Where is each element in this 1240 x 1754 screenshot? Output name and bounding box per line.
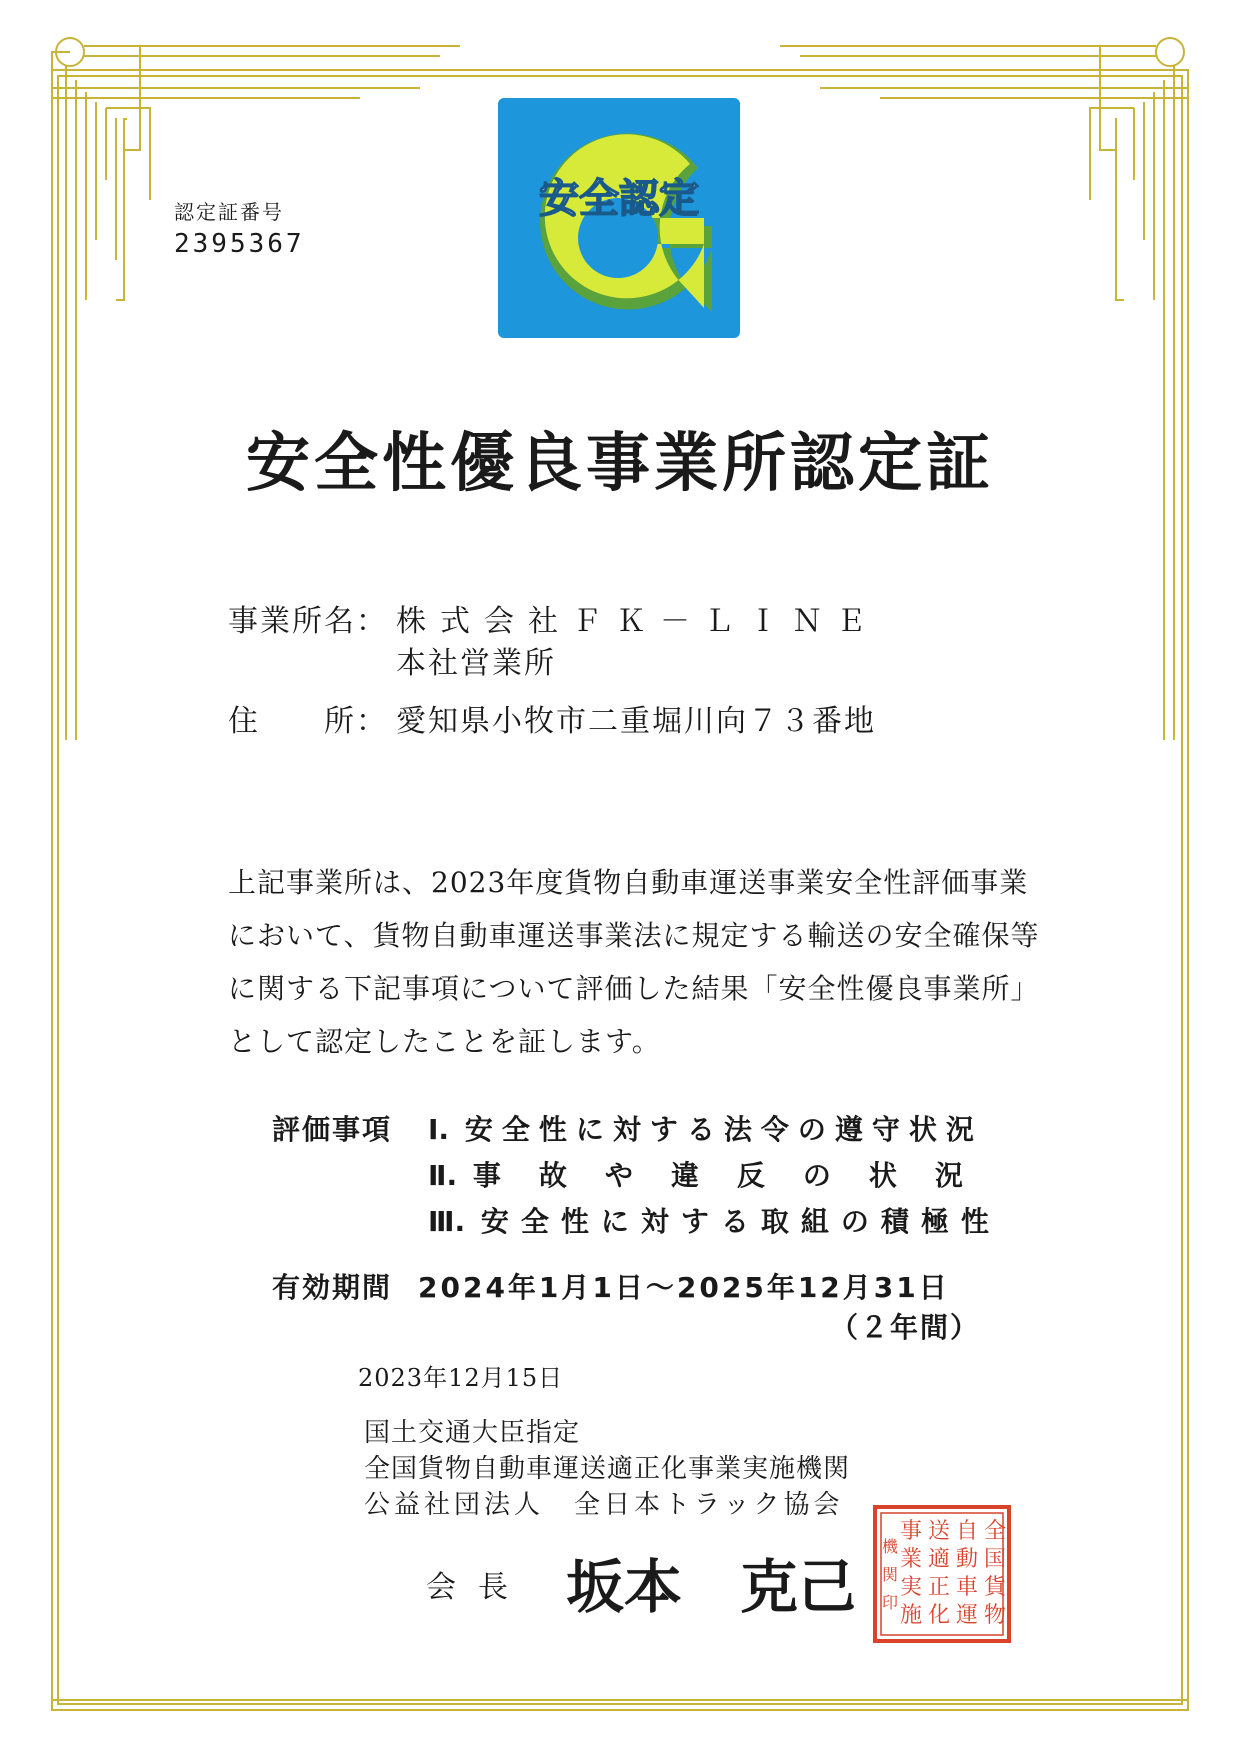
logo-text: 安全認定 — [539, 176, 699, 222]
signatory-name: 坂本 克己 — [566, 1553, 857, 1621]
evaluation-item-number: Ⅰ. — [428, 1113, 450, 1146]
address-label: 住 所： — [228, 704, 388, 739]
svg-text:実: 実 — [900, 1575, 923, 1600]
certificate-number-value: 2395367 — [174, 229, 305, 259]
svg-text:印: 印 — [882, 1593, 899, 1612]
certificate-number-label: 認定証番号 — [174, 200, 284, 224]
svg-text:適: 適 — [928, 1547, 951, 1572]
evaluation-item-text: 安全性に対する取組の積極性 — [480, 1205, 1001, 1238]
svg-text:送: 送 — [928, 1519, 951, 1544]
g-mark-icon — [498, 98, 740, 338]
evaluation-item-text: 安全性に対する法令の遵守状況 — [464, 1113, 983, 1146]
signatory-title: 会長 — [426, 1570, 530, 1605]
svg-text:関: 関 — [882, 1565, 899, 1584]
evaluation-item-number: Ⅲ. — [428, 1205, 466, 1238]
svg-text:動: 動 — [956, 1547, 979, 1572]
validity-duration: （２年間） — [830, 1311, 981, 1344]
svg-text:貨: 貨 — [984, 1575, 1007, 1600]
seal-icon — [872, 1504, 1012, 1644]
svg-text:自: 自 — [956, 1519, 979, 1544]
svg-text:化: 化 — [928, 1603, 951, 1628]
validity-period: 2024年1月1日～2025年12月31日 — [418, 1271, 950, 1304]
issuer-designation: 国土交通大臣指定 — [364, 1418, 581, 1448]
body-line: として認定したことを証します。 — [228, 1025, 661, 1058]
svg-text:運: 運 — [956, 1603, 979, 1628]
svg-text:全: 全 — [984, 1519, 1007, 1544]
issuer-association: 公益社団法人 全日本トラック協会 — [364, 1490, 844, 1520]
svg-text:施: 施 — [900, 1603, 923, 1628]
certificate-body — [228, 856, 1048, 1068]
svg-text:業: 業 — [900, 1547, 923, 1572]
svg-text:車: 車 — [956, 1575, 979, 1600]
svg-text:国: 国 — [984, 1547, 1007, 1572]
svg-text:物: 物 — [984, 1603, 1007, 1628]
validity-label: 有効期間 — [272, 1271, 393, 1304]
issue-date: 2023年12月15日 — [358, 1364, 564, 1392]
issuer-organization: 全国貨物自動車運送適正化事業実施機関 — [364, 1454, 851, 1484]
svg-text:事: 事 — [900, 1519, 923, 1544]
evaluation-item — [428, 1108, 983, 1148]
office-branch: 本社営業所 — [396, 646, 556, 681]
evaluation-label: 評価事項 — [272, 1113, 393, 1146]
official-seal — [872, 1504, 1012, 1644]
evaluation-item-text: 事故や違反の状況 — [472, 1159, 1001, 1192]
body-line: に関する下記事項について評価した結果「安全性優良事業所」 — [228, 972, 1040, 1005]
evaluation-item — [428, 1154, 1001, 1194]
certificate-title: 安全性優良事業所認定証 — [246, 427, 994, 501]
g-mark-logo — [498, 98, 740, 338]
svg-text:機: 機 — [882, 1537, 899, 1556]
svg-text:正: 正 — [928, 1575, 951, 1600]
evaluation-item-number: Ⅱ. — [428, 1159, 458, 1192]
body-line: 上記事業所は、2023年度貨物自動車運送事業安全性評価事業 — [228, 866, 1029, 899]
body-line: において、貨物自動車運送事業法に規定する輸送の安全確保等 — [228, 919, 1040, 952]
address-value: 愛知県小牧市二重堀川向７３番地 — [396, 704, 876, 739]
office-label: 事業所名： — [228, 604, 388, 639]
evaluation-item — [428, 1200, 1001, 1240]
office-name: 株式会社ＦＫ－ＬＩＮＥ — [396, 604, 880, 639]
